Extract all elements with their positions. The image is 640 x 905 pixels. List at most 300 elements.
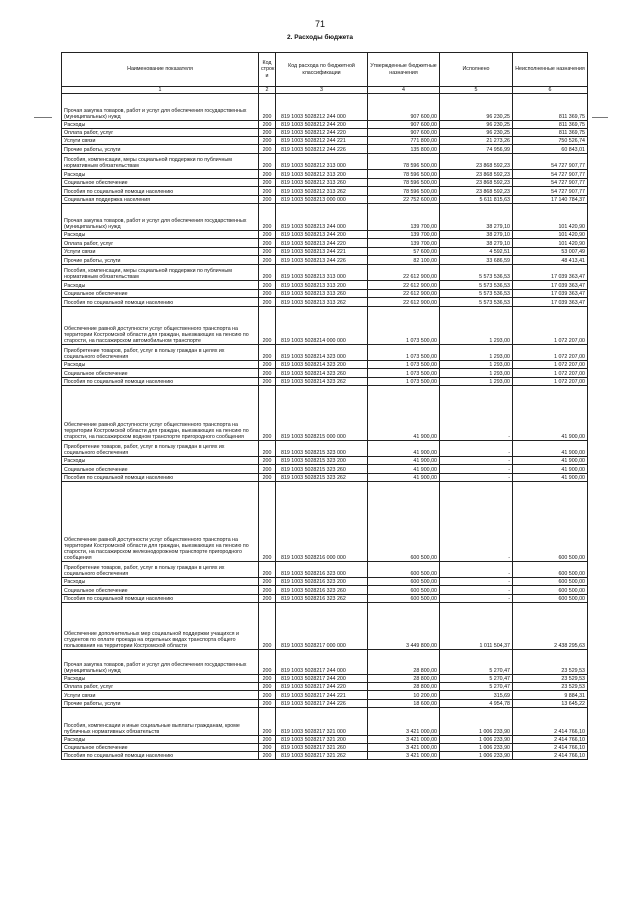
table-row — [62, 94, 588, 121]
cell-approved: 907 600,00 — [368, 94, 440, 121]
cell-expense-code: 819 1003 5028213 313 260 — [276, 290, 368, 298]
cell-line-code: 200 — [259, 457, 276, 465]
cell-name: Социальная поддержка населения — [62, 196, 259, 204]
cell-expense-code: 819 1003 5028216 323 200 — [276, 578, 368, 586]
cell-unexecuted: 17 140 784,37 — [513, 196, 588, 204]
cell-executed: 1 293,00 — [440, 378, 513, 386]
cell-expense-code: 819 1003 5028214 323 200 — [276, 361, 368, 369]
table-row — [62, 137, 588, 145]
cell-name: Пособия, компенсации, меры социальной поддержки по публичным нормативным обязательствам — [62, 265, 259, 281]
cell-executed: 1 293,00 — [440, 345, 513, 361]
cell-approved: 600 500,00 — [368, 562, 440, 578]
cell-unexecuted: 17 039 363,47 — [513, 265, 588, 281]
cell-expense-code: 819 1003 5028217 244 200 — [276, 675, 368, 683]
cell-line-code: 200 — [259, 137, 276, 145]
cell-line-code: 200 — [259, 145, 276, 154]
cell-approved: 78 596 500,00 — [368, 179, 440, 187]
table-row — [62, 744, 588, 752]
cell-name: Пособия, компенсации, меры социальной поддержки по публичным нормативным обязательствам — [62, 154, 259, 170]
cell-approved: 78 596 500,00 — [368, 170, 440, 179]
table-row — [62, 595, 588, 603]
cell-expense-code: 819 1003 5028212 244 200 — [276, 121, 368, 129]
cell-executed: 1 011 504,37 — [440, 603, 513, 650]
cell-approved: 907 600,00 — [368, 121, 440, 129]
cell-name: Обеспечение равной доступности услуг общественного транспорта на территории Костромской области для граждан, выезжающих на пенсию по старости, на пассажирском автомобильном транспорте — [62, 307, 259, 345]
cell-name: Расходы — [62, 361, 259, 369]
cell-unexecuted: 1 072 207,00 — [513, 307, 588, 345]
header-indicator-name: Наименование показателя — [62, 53, 259, 87]
cell-name: Услуги связи — [62, 691, 259, 700]
cell-expense-code: 819 1003 5028212 244 000 — [276, 94, 368, 121]
cell-approved: 41 900,00 — [368, 457, 440, 465]
cell-unexecuted: 811 369,75 — [513, 94, 588, 121]
cell-expense-code: 819 1003 5028214 323 260 — [276, 369, 368, 378]
table-row — [62, 691, 588, 700]
cell-executed: 5 573 536,53 — [440, 298, 513, 307]
cell-unexecuted: 1 072 207,00 — [513, 378, 588, 386]
cell-approved: 771 800,00 — [368, 137, 440, 145]
cell-name: Пособия, компенсации и иные социальные выплаты гражданам, кроме публичных нормативных обязательств — [62, 708, 259, 736]
table-row — [62, 361, 588, 369]
cell-name: Оплата работ, услуг — [62, 239, 259, 248]
table-row — [62, 121, 588, 129]
cell-name: Социальное обеспечение — [62, 179, 259, 187]
cell-approved: 41 900,00 — [368, 386, 440, 441]
cell-expense-code: 819 1003 5028217 244 220 — [276, 683, 368, 691]
cell-approved: 907 600,00 — [368, 129, 440, 137]
table-row — [62, 603, 588, 650]
cell-name: Прочие работы, услуги — [62, 256, 259, 265]
column-number: 6 — [513, 87, 588, 94]
cell-unexecuted: 1 072 207,00 — [513, 345, 588, 361]
cell-unexecuted: 811 369,75 — [513, 121, 588, 129]
cell-executed: 33 686,59 — [440, 256, 513, 265]
cell-executed: 4 954,78 — [440, 700, 513, 708]
table-row — [62, 578, 588, 586]
cell-name: Обеспечение равной доступности услуг общественного транспорта на территории Костромской области для граждан, выезжающих на пенсию по старости, на пассажирском железнодорожном транспорте пригородного сообщения — [62, 482, 259, 562]
cell-expense-code: 819 1003 5028217 244 000 — [276, 650, 368, 675]
cell-name: Расходы — [62, 457, 259, 465]
cell-line-code: 200 — [259, 369, 276, 378]
cell-expense-code: 819 1003 5028213 313 000 — [276, 265, 368, 281]
cell-name: Прочие работы, услуги — [62, 700, 259, 708]
cell-expense-code: 819 1003 5028214 000 000 — [276, 307, 368, 345]
cell-name: Пособия по социальной помощи населению — [62, 378, 259, 386]
table-row — [62, 307, 588, 345]
cell-expense-code: 819 1003 5028217 244 226 — [276, 700, 368, 708]
table-row — [62, 736, 588, 744]
cell-line-code: 200 — [259, 562, 276, 578]
cell-line-code: 200 — [259, 683, 276, 691]
cell-approved: 3 421 000,00 — [368, 744, 440, 752]
cell-executed: 23 868 592,23 — [440, 187, 513, 196]
cell-line-code: 200 — [259, 179, 276, 187]
cell-unexecuted: 101 420,90 — [513, 239, 588, 248]
cell-executed: 1 006 233,90 — [440, 736, 513, 744]
cell-name: Прочая закупка товаров, работ и услуг для обеспечения государственных (муниципальных) нужд — [62, 650, 259, 675]
cell-line-code: 200 — [259, 121, 276, 129]
cell-line-code: 200 — [259, 298, 276, 307]
cell-expense-code: 819 1003 5028215 000 000 — [276, 386, 368, 441]
cell-name: Расходы — [62, 281, 259, 290]
cell-unexecuted: 41 900,00 — [513, 465, 588, 474]
cell-unexecuted: 23 529,53 — [513, 683, 588, 691]
table-row — [62, 196, 588, 204]
cell-line-code: 200 — [259, 265, 276, 281]
header-line-code: Код строк и — [259, 53, 276, 87]
column-number: 3 — [276, 87, 368, 94]
cell-approved: 22 612 900,00 — [368, 290, 440, 298]
cell-expense-code: 819 1003 5028213 313 262 — [276, 298, 368, 307]
cell-executed: 23 868 592,23 — [440, 154, 513, 170]
cell-unexecuted: 600 500,00 — [513, 562, 588, 578]
cell-unexecuted: 17 039 363,47 — [513, 298, 588, 307]
cell-name: Пособия по социальной помощи населению — [62, 595, 259, 603]
cell-approved: 3 449 800,00 — [368, 603, 440, 650]
cell-approved: 600 500,00 — [368, 578, 440, 586]
cell-name: Пособия по социальной помощи населению — [62, 752, 259, 760]
cell-unexecuted: 600 500,00 — [513, 578, 588, 586]
table-row — [62, 170, 588, 179]
cell-unexecuted: 2 438 295,63 — [513, 603, 588, 650]
cell-line-code: 200 — [259, 441, 276, 457]
cell-line-code: 200 — [259, 290, 276, 298]
cell-unexecuted: 600 500,00 — [513, 586, 588, 595]
cell-approved: 22 612 900,00 — [368, 298, 440, 307]
cell-unexecuted: 60 843,01 — [513, 145, 588, 154]
cell-name: Приобретение товаров, работ, услуг в пользу граждан в целях их социального обеспечения — [62, 345, 259, 361]
cell-approved: 600 500,00 — [368, 482, 440, 562]
cell-executed: 5 611 815,63 — [440, 196, 513, 204]
cell-unexecuted: 54 727 907,77 — [513, 154, 588, 170]
cell-approved: 82 100,00 — [368, 256, 440, 265]
cell-expense-code: 819 1003 5028213 244 226 — [276, 256, 368, 265]
cell-unexecuted: 13 645,22 — [513, 700, 588, 708]
cell-executed: 96 230,25 — [440, 129, 513, 137]
cell-unexecuted: 2 414 766,10 — [513, 736, 588, 744]
cell-expense-code: 819 1003 5028212 313 260 — [276, 179, 368, 187]
table-row — [62, 239, 588, 248]
cell-approved: 41 900,00 — [368, 465, 440, 474]
cell-line-code: 200 — [259, 204, 276, 231]
cell-executed: 315,69 — [440, 691, 513, 700]
cell-unexecuted: 41 900,00 — [513, 457, 588, 465]
cell-name: Услуги связи — [62, 137, 259, 145]
cell-executed: - — [440, 457, 513, 465]
cell-expense-code: 819 1003 5028212 313 000 — [276, 154, 368, 170]
cell-expense-code: 819 1003 5028213 313 200 — [276, 281, 368, 290]
cell-approved: 28 800,00 — [368, 650, 440, 675]
cell-name: Прочая закупка товаров, работ и услуг для обеспечения государственных (муниципальных) нужд — [62, 94, 259, 121]
cell-approved: 28 800,00 — [368, 675, 440, 683]
cell-name: Обеспечение дополнительных мер социальной поддержки учащихся и студентов по оплате проезда на отдельных видах транспорта общего пользования на территории Костромской области — [62, 603, 259, 650]
header-unexecuted: Неисполненные назначения — [513, 53, 588, 87]
table-row — [62, 474, 588, 482]
cell-line-code: 200 — [259, 752, 276, 760]
cell-name: Приобретение товаров, работ, услуг в пользу граждан в целях их социального обеспечения — [62, 441, 259, 457]
cell-name: Социальное обеспечение — [62, 744, 259, 752]
cell-name: Оплата работ, услуг — [62, 683, 259, 691]
cell-executed: 96 230,25 — [440, 94, 513, 121]
column-number-row — [62, 87, 588, 94]
cell-name: Пособия по социальной помощи населению — [62, 298, 259, 307]
cell-name: Обеспечение равной доступности услуг общественного транспорта на территории Костромской области для граждан, выезжающих на пенсию по старости, на пассажирском водном транспорте пригородного сообщения — [62, 386, 259, 441]
table-row — [62, 675, 588, 683]
table-row — [62, 378, 588, 386]
cell-executed: - — [440, 386, 513, 441]
cell-name: Социальное обеспечение — [62, 369, 259, 378]
cell-name: Прочие работы, услуги — [62, 145, 259, 154]
cell-unexecuted: 600 500,00 — [513, 482, 588, 562]
cell-approved: 1 073 500,00 — [368, 361, 440, 369]
cell-executed: 38 279,10 — [440, 231, 513, 239]
cell-approved: 3 421 000,00 — [368, 752, 440, 760]
cell-line-code: 200 — [259, 650, 276, 675]
cell-unexecuted: 41 900,00 — [513, 386, 588, 441]
cell-expense-code: 819 1003 5028217 321 200 — [276, 736, 368, 744]
column-number: 1 — [62, 87, 259, 94]
cell-name: Социальное обеспечение — [62, 465, 259, 474]
cell-executed: 1 293,00 — [440, 361, 513, 369]
table-row — [62, 345, 588, 361]
table-row — [62, 650, 588, 675]
cell-name: Расходы — [62, 675, 259, 683]
cell-executed: 4 592,51 — [440, 248, 513, 256]
cell-unexecuted: 750 526,74 — [513, 137, 588, 145]
table-row — [62, 187, 588, 196]
cell-expense-code: 819 1003 5028213 244 200 — [276, 231, 368, 239]
cell-executed: 5 573 536,53 — [440, 281, 513, 290]
cell-executed: 1 006 233,90 — [440, 752, 513, 760]
cell-line-code: 200 — [259, 675, 276, 683]
cell-approved: 1 073 500,00 — [368, 369, 440, 378]
table-row — [62, 562, 588, 578]
cell-unexecuted: 17 039 363,47 — [513, 290, 588, 298]
cell-line-code: 200 — [259, 256, 276, 265]
cell-expense-code: 819 1003 5028213 244 221 — [276, 248, 368, 256]
cell-line-code: 200 — [259, 482, 276, 562]
table-row — [62, 145, 588, 154]
cell-line-code: 200 — [259, 154, 276, 170]
cell-line-code: 200 — [259, 248, 276, 256]
cell-executed: 1 006 233,90 — [440, 708, 513, 736]
cell-approved: 22 612 900,00 — [368, 265, 440, 281]
cell-unexecuted: 54 727 907,77 — [513, 187, 588, 196]
column-number: 4 — [368, 87, 440, 94]
cell-approved: 22 612 900,00 — [368, 281, 440, 290]
cell-line-code: 200 — [259, 281, 276, 290]
cell-line-code: 200 — [259, 129, 276, 137]
cell-approved: 28 800,00 — [368, 683, 440, 691]
table-row — [62, 231, 588, 239]
cell-name: Расходы — [62, 736, 259, 744]
cell-approved: 1 073 500,00 — [368, 345, 440, 361]
cell-executed: 5 573 536,53 — [440, 265, 513, 281]
table-body — [62, 94, 588, 760]
cell-unexecuted: 2 414 766,10 — [513, 752, 588, 760]
cell-unexecuted: 54 727 907,77 — [513, 170, 588, 179]
cell-expense-code: 819 1003 5028216 323 000 — [276, 562, 368, 578]
cell-executed: 38 279,10 — [440, 239, 513, 248]
table-row — [62, 248, 588, 256]
table-row — [62, 700, 588, 708]
cell-approved: 3 421 000,00 — [368, 736, 440, 744]
cell-unexecuted: 23 529,53 — [513, 650, 588, 675]
right-margin-mark — [592, 117, 608, 118]
cell-unexecuted: 2 414 766,10 — [513, 708, 588, 736]
cell-expense-code: 819 1003 5028216 000 000 — [276, 482, 368, 562]
cell-line-code: 200 — [259, 586, 276, 595]
cell-unexecuted: 23 529,53 — [513, 675, 588, 683]
table-row — [62, 441, 588, 457]
cell-executed: - — [440, 482, 513, 562]
cell-line-code: 200 — [259, 187, 276, 196]
cell-expense-code: 819 1003 5028214 323 262 — [276, 378, 368, 386]
cell-line-code: 200 — [259, 708, 276, 736]
table-row — [62, 298, 588, 307]
cell-approved: 135 800,00 — [368, 145, 440, 154]
cell-executed: 1 293,00 — [440, 369, 513, 378]
cell-expense-code: 819 1003 5028216 323 260 — [276, 586, 368, 595]
cell-expense-code: 819 1003 5028217 000 000 — [276, 603, 368, 650]
table-row — [62, 586, 588, 595]
header-executed: Исполнено — [440, 53, 513, 87]
cell-line-code: 200 — [259, 307, 276, 345]
cell-expense-code: 819 1003 5028215 323 260 — [276, 465, 368, 474]
cell-line-code: 200 — [259, 170, 276, 179]
cell-line-code: 200 — [259, 94, 276, 121]
left-margin-mark — [34, 117, 52, 118]
cell-approved: 139 700,00 — [368, 239, 440, 248]
column-number: 5 — [440, 87, 513, 94]
cell-approved: 18 600,00 — [368, 700, 440, 708]
table-row — [62, 369, 588, 378]
cell-executed: 96 230,25 — [440, 121, 513, 129]
cell-expense-code: 819 1003 5028217 321 000 — [276, 708, 368, 736]
cell-executed: - — [440, 441, 513, 457]
cell-name: Пособия по социальной помощи населению — [62, 474, 259, 482]
section-title: 2. Расходы бюджета — [287, 34, 353, 41]
cell-executed: 74 956,99 — [440, 145, 513, 154]
cell-expense-code: 819 1003 5028212 313 262 — [276, 187, 368, 196]
cell-executed: - — [440, 578, 513, 586]
cell-line-code: 200 — [259, 691, 276, 700]
cell-name: Приобретение товаров, работ, услуг в пользу граждан в целях их социального обеспечения — [62, 562, 259, 578]
table-row — [62, 290, 588, 298]
cell-approved: 1 073 500,00 — [368, 378, 440, 386]
cell-executed: 5 270,47 — [440, 650, 513, 675]
table-row — [62, 465, 588, 474]
table-row — [62, 154, 588, 170]
cell-line-code: 200 — [259, 474, 276, 482]
cell-line-code: 200 — [259, 386, 276, 441]
cell-unexecuted: 1 072 207,00 — [513, 369, 588, 378]
cell-approved: 78 596 500,00 — [368, 187, 440, 196]
cell-approved: 41 900,00 — [368, 441, 440, 457]
cell-line-code: 200 — [259, 345, 276, 361]
header-expense-code: Код расхода по бюджетной классификации — [276, 53, 368, 87]
page-number: 71 — [314, 19, 325, 29]
cell-name: Оплата работ, услуг — [62, 129, 259, 137]
cell-expense-code: 819 1003 5028212 313 200 — [276, 170, 368, 179]
cell-line-code: 200 — [259, 196, 276, 204]
table-row — [62, 281, 588, 290]
header-approved: Утвержденные бюджетные назначения — [368, 53, 440, 87]
table-row — [62, 386, 588, 441]
cell-line-code: 200 — [259, 361, 276, 369]
cell-name: Пособия по социальной помощи населению — [62, 187, 259, 196]
cell-expense-code: 819 1003 5028215 323 262 — [276, 474, 368, 482]
cell-line-code: 200 — [259, 465, 276, 474]
cell-executed: 38 279,10 — [440, 204, 513, 231]
cell-unexecuted: 101 420,90 — [513, 231, 588, 239]
cell-line-code: 200 — [259, 736, 276, 744]
cell-line-code: 200 — [259, 239, 276, 248]
cell-expense-code: 819 1003 5028212 244 226 — [276, 145, 368, 154]
cell-line-code: 200 — [259, 378, 276, 386]
cell-line-code: 200 — [259, 700, 276, 708]
table-row — [62, 457, 588, 465]
table-row — [62, 482, 588, 562]
cell-approved: 10 200,00 — [368, 691, 440, 700]
table-row — [62, 708, 588, 736]
cell-executed: 5 270,47 — [440, 683, 513, 691]
cell-expense-code: 819 1003 5028215 323 200 — [276, 457, 368, 465]
table-row — [62, 752, 588, 760]
cell-name: Расходы — [62, 231, 259, 239]
cell-approved: 1 073 500,00 — [368, 307, 440, 345]
cell-name: Социальное обеспечение — [62, 586, 259, 595]
cell-executed: 23 868 592,23 — [440, 170, 513, 179]
cell-unexecuted: 811 369,75 — [513, 129, 588, 137]
cell-name: Расходы — [62, 170, 259, 179]
expenses-table — [61, 52, 588, 760]
cell-executed: - — [440, 586, 513, 595]
cell-unexecuted: 600 500,00 — [513, 595, 588, 603]
cell-executed: 23 868 592,23 — [440, 179, 513, 187]
cell-approved: 78 596 500,00 — [368, 154, 440, 170]
cell-unexecuted: 54 727 907,77 — [513, 179, 588, 187]
cell-expense-code: 819 1003 5028212 244 220 — [276, 129, 368, 137]
cell-name: Расходы — [62, 578, 259, 586]
cell-expense-code: 819 1003 5028213 244 000 — [276, 204, 368, 231]
cell-expense-code: 819 1003 5028217 244 221 — [276, 691, 368, 700]
cell-line-code: 200 — [259, 603, 276, 650]
column-number: 2 — [259, 87, 276, 94]
cell-name: Услуги связи — [62, 248, 259, 256]
cell-expense-code: 819 1003 5028217 321 262 — [276, 752, 368, 760]
cell-unexecuted: 41 900,00 — [513, 474, 588, 482]
cell-unexecuted: 9 884,31 — [513, 691, 588, 700]
cell-unexecuted: 53 007,49 — [513, 248, 588, 256]
cell-unexecuted: 101 420,90 — [513, 204, 588, 231]
cell-executed: 21 273,26 — [440, 137, 513, 145]
cell-name: Социальное обеспечение — [62, 290, 259, 298]
cell-expense-code: 819 1003 5028213 000 000 — [276, 196, 368, 204]
cell-executed: - — [440, 465, 513, 474]
cell-approved: 600 500,00 — [368, 595, 440, 603]
cell-line-code: 200 — [259, 231, 276, 239]
cell-line-code: 200 — [259, 744, 276, 752]
cell-unexecuted: 48 413,41 — [513, 256, 588, 265]
cell-executed: 1 006 233,90 — [440, 744, 513, 752]
cell-approved: 22 752 600,00 — [368, 196, 440, 204]
table-row — [62, 204, 588, 231]
cell-expense-code: 819 1003 5028214 323 000 — [276, 345, 368, 361]
cell-expense-code: 819 1003 5028216 323 262 — [276, 595, 368, 603]
cell-unexecuted: 2 414 766,10 — [513, 744, 588, 752]
cell-executed: - — [440, 595, 513, 603]
